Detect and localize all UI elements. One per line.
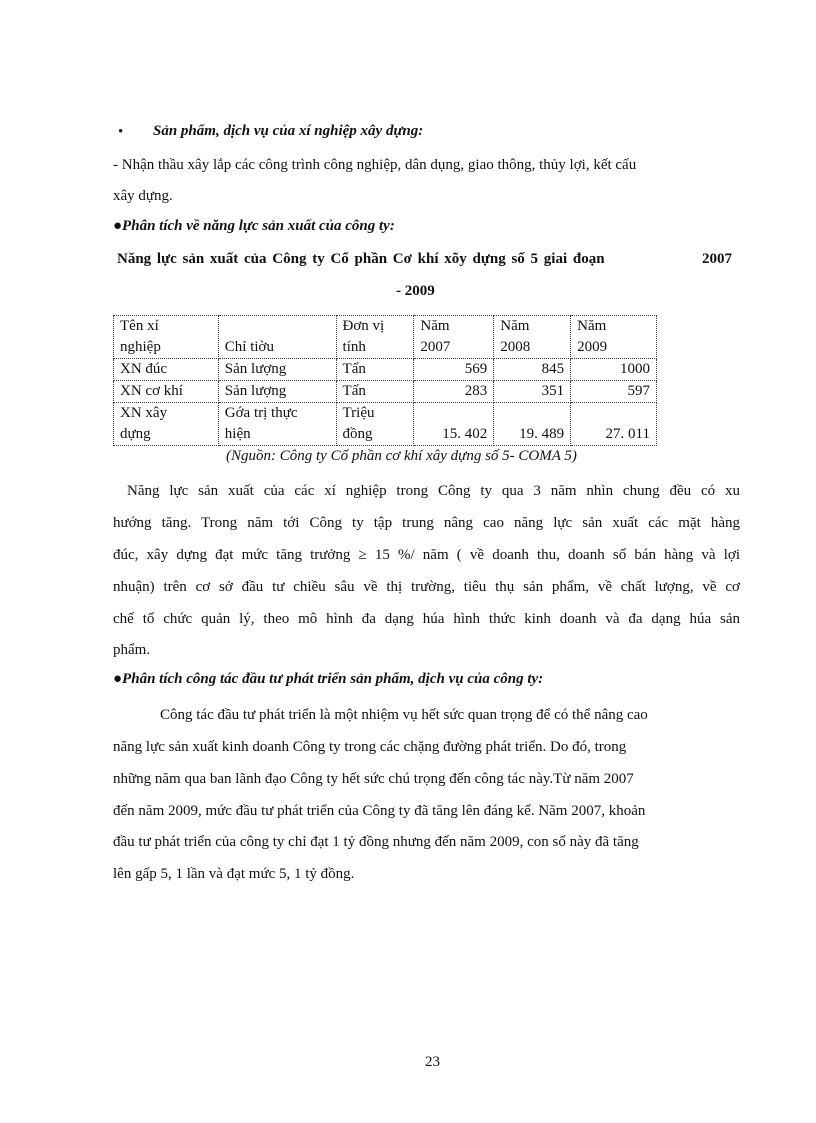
table-cell: 283 bbox=[414, 381, 494, 403]
investment-paragraph-line: đến năm 2009, mức đầu tư phát triển của Công ty đã tăng lên đáng kể. Năm 2007, khoản bbox=[113, 803, 646, 819]
table-cell: 351 bbox=[494, 381, 571, 403]
table-cell: 27. 011 bbox=[571, 403, 657, 446]
header-2008: Năm 2008 bbox=[494, 316, 571, 359]
header-unit: Đơn vị tính bbox=[336, 316, 414, 359]
investment-paragraph-line: những năm qua ban lãnh đạo Công ty hết sức chú trọng đến công tác này.Từ năm 2007 bbox=[113, 771, 634, 787]
investment-paragraph-line: Công tác đầu tư phát triển là một nhiệm vụ hết sức quan trọng để có thể nâng cao bbox=[160, 707, 648, 723]
header-indicator: Chỉ tiờu bbox=[218, 316, 336, 359]
table-cell: Tấn bbox=[336, 359, 414, 381]
table-cell: XN xây dựng bbox=[114, 403, 219, 446]
table-cell: Gớa trị thực hiện bbox=[218, 403, 336, 446]
products-heading: Sản phẩm, dịch vụ của xí nghiệp xây dựng: bbox=[153, 123, 424, 139]
investment-paragraph-line: lên gấp 5, 1 lần và đạt mức 5, 1 tỷ đồng. bbox=[113, 866, 355, 882]
table-cell: 19. 489 bbox=[494, 403, 571, 446]
table-header-row bbox=[114, 316, 657, 359]
table-cell: XN cơ khí bbox=[114, 381, 219, 403]
capacity-paragraph-line: đúc, xây dựng đạt mức tăng trưởng ≥ 15 %/ năm ( về doanh thu, doanh số bán hàng và lợi bbox=[113, 547, 740, 563]
capacity-paragraph-line: hướng tăng. Trong năm tới Công ty tập trung nâng cao năng lực sản xuất các mặt hàng bbox=[113, 515, 740, 531]
table-row bbox=[114, 359, 657, 381]
table-source: (Nguồn: Công ty Cổ phần cơ khí xây dựng số 5- COMA 5) bbox=[226, 448, 577, 464]
header-enterprise: Tên xí nghiệp bbox=[114, 316, 219, 359]
table-row bbox=[114, 381, 657, 403]
capacity-paragraph-line: chế tổ chức quản lý, theo mô hình đa dạng húa hình thức kinh doanh và đa dạng húa sản bbox=[113, 611, 740, 627]
investment-heading: ●Phân tích công tác đầu tư phát triển sản phẩm, dịch vụ của công ty: bbox=[113, 671, 544, 687]
table-title-year: 2007 bbox=[702, 251, 732, 267]
table-title-continued: - 2009 bbox=[396, 283, 435, 299]
capacity-paragraph-line: Năng lực sản xuất của các xí nghiệp trong Công ty qua 3 năm nhìn chung đều có xu bbox=[127, 483, 740, 499]
table-cell: 1000 bbox=[571, 359, 657, 381]
products-line-1: - Nhận thầu xây lắp các công trình công nghiệp, dân dụng, giao thông, thủy lợi, kết cấu bbox=[113, 157, 637, 173]
investment-paragraph-line: đầu tư phát triển của công ty chỉ đạt 1 tỷ đồng nhưng đến năm 2009, con số này đã tăng bbox=[113, 834, 639, 850]
table-cell: XN đúc bbox=[114, 359, 219, 381]
table-cell: 569 bbox=[414, 359, 494, 381]
table-cell: 15. 402 bbox=[414, 403, 494, 446]
table-cell: Sản lượng bbox=[218, 381, 336, 403]
bullet-icon: • bbox=[118, 124, 124, 140]
capacity-paragraph-line: nhuận) trên cơ sở đầu tư chiều sâu về thị trường, tiêu thụ sản phẩm, về chất lượng, về cơ bbox=[113, 579, 740, 595]
table-cell: 597 bbox=[571, 381, 657, 403]
table-cell: 845 bbox=[494, 359, 571, 381]
capacity-table bbox=[113, 315, 657, 446]
table-cell: Triệu đồng bbox=[336, 403, 414, 446]
table-row bbox=[114, 403, 657, 446]
products-line-2: xây dựng. bbox=[113, 188, 173, 204]
table-title: Năng lực sản xuất của Công ty Cổ phần Cơ khí xõy dựng số 5 giai đoạn bbox=[117, 251, 605, 267]
capacity-heading: ●Phân tích về năng lực sản xuất của công ty: bbox=[113, 218, 395, 234]
investment-paragraph-line: năng lực sản xuất kinh doanh Công ty trong các chặng đường phát triển. Do đó, trong bbox=[113, 739, 627, 755]
table-cell: Tấn bbox=[336, 381, 414, 403]
header-2009: Năm 2009 bbox=[571, 316, 657, 359]
table-cell: Sản lượng bbox=[218, 359, 336, 381]
header-2007: Năm 2007 bbox=[414, 316, 494, 359]
page-number: 23 bbox=[425, 1054, 440, 1070]
capacity-paragraph-line: phẩm. bbox=[113, 642, 151, 658]
